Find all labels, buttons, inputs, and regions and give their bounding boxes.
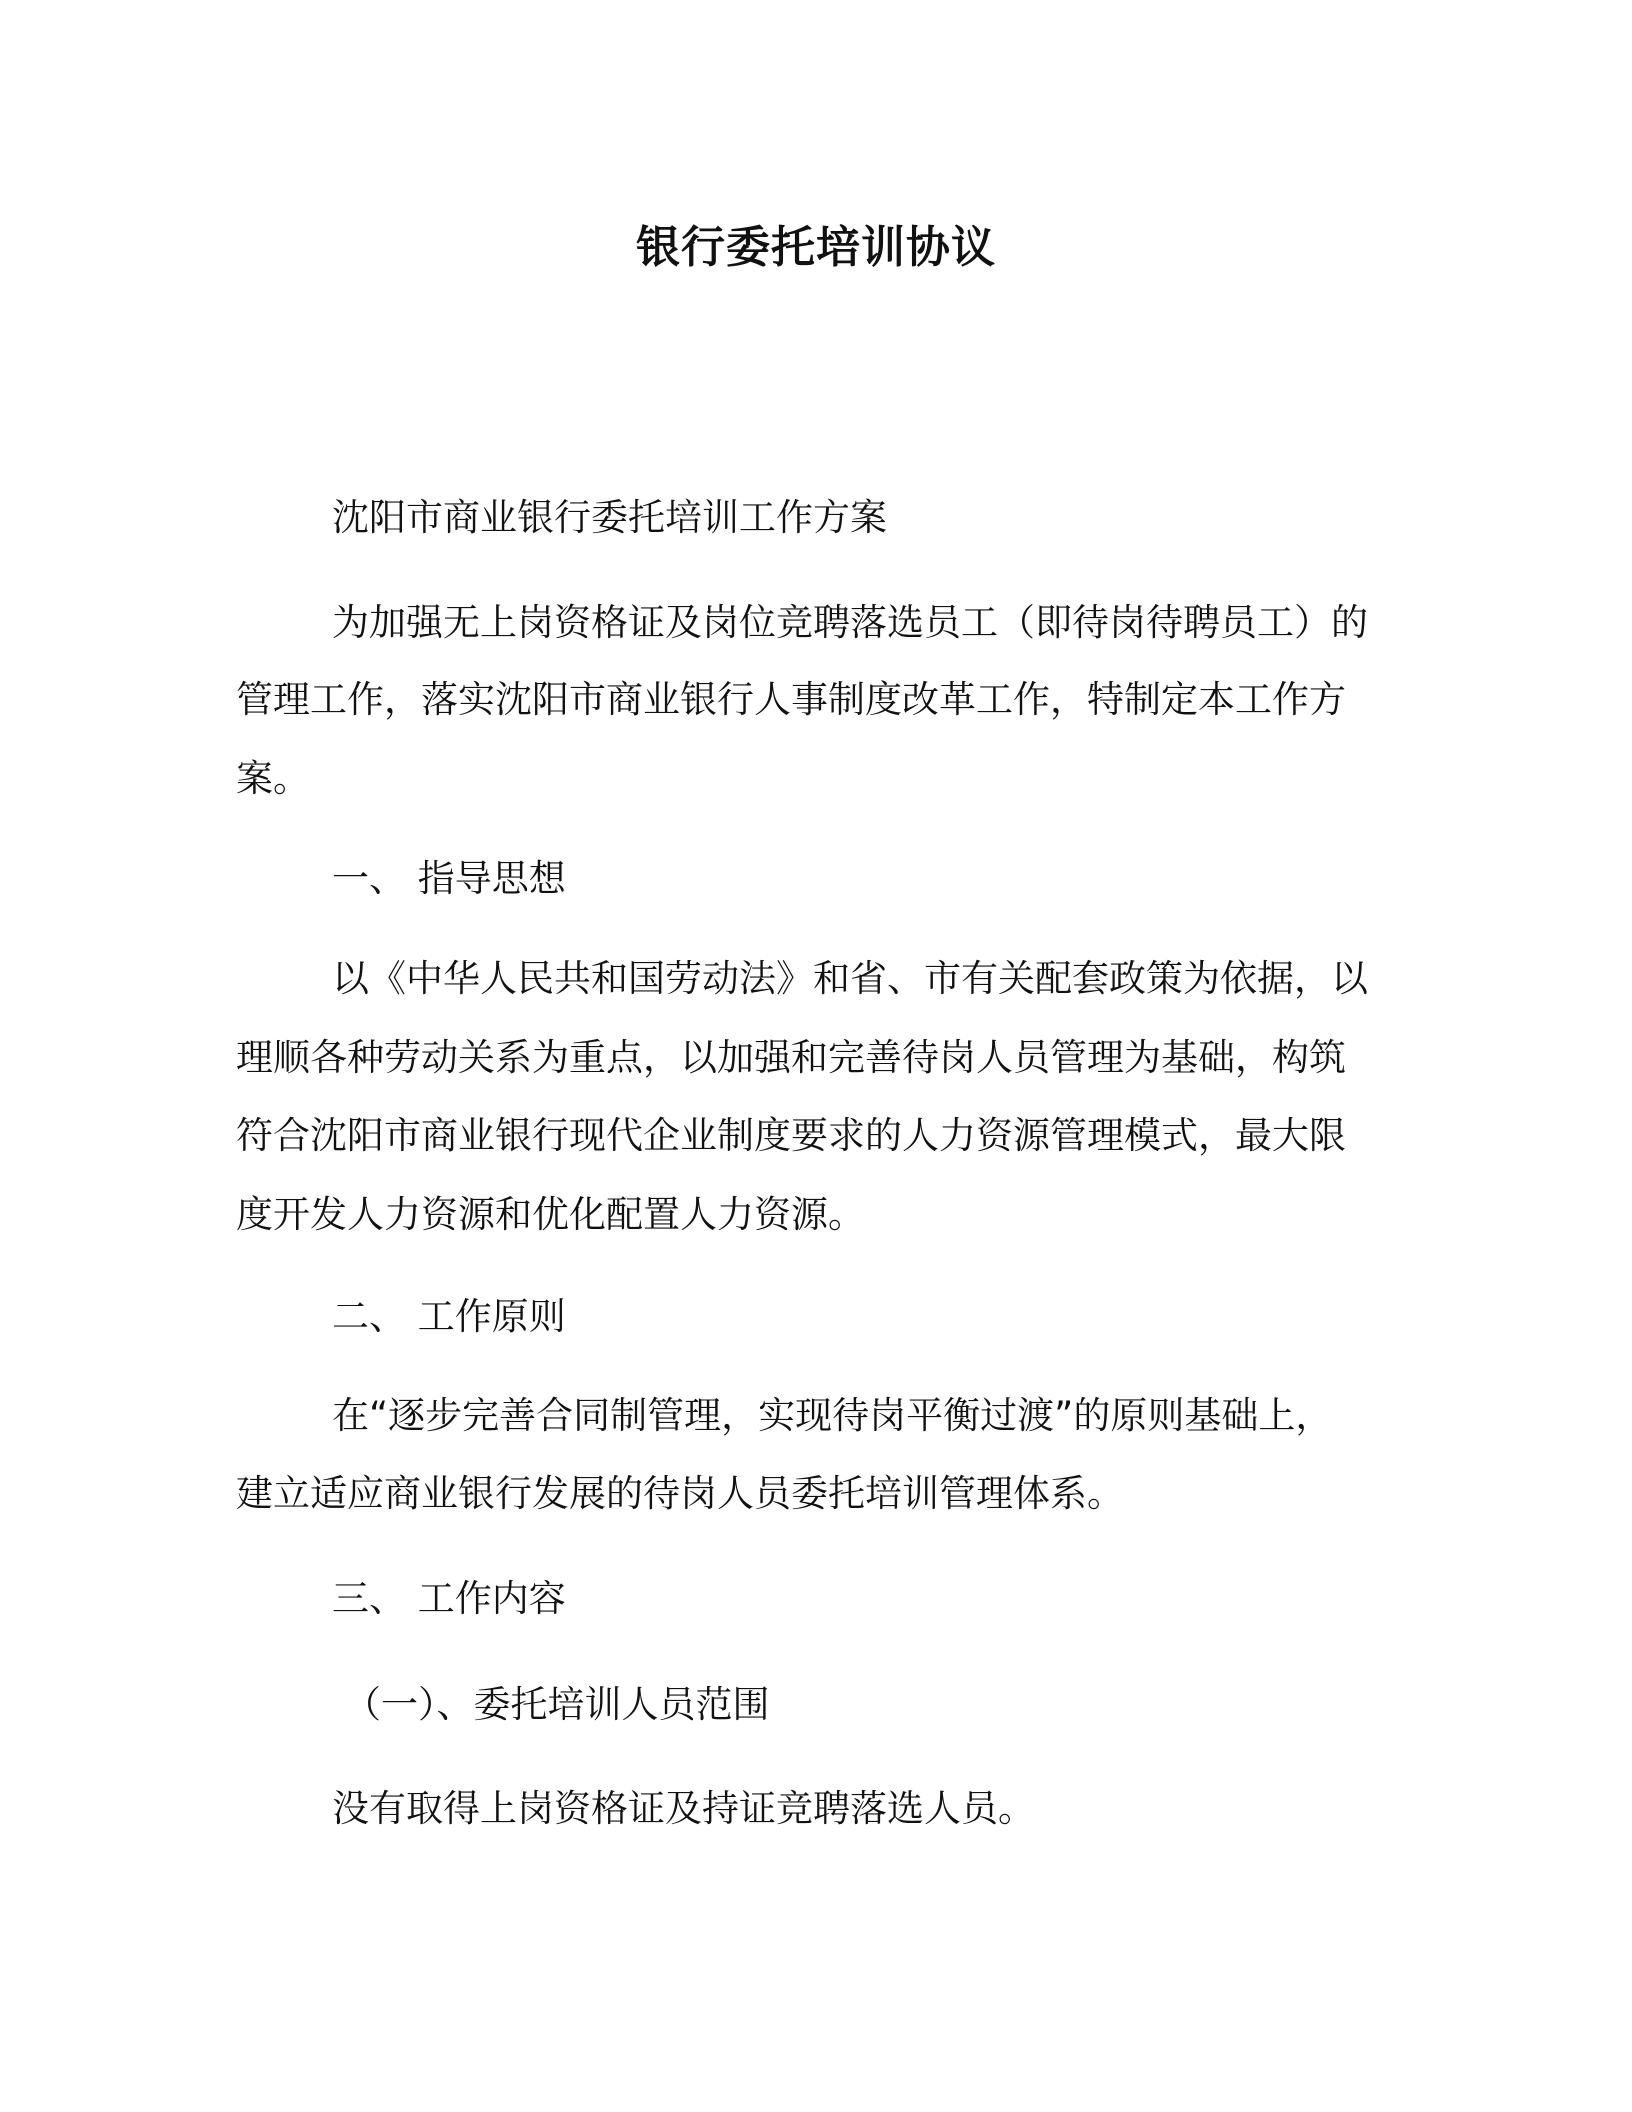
subsection-heading-1: （一）、委托培训人员范围 bbox=[344, 1683, 770, 1726]
paragraph-line: 为加强无上岗资格证及岗位竞聘落选员工（即待岗待聘员工）的 bbox=[332, 601, 1368, 644]
document-subtitle: 沈阳市商业银行委托培训工作方案 bbox=[332, 496, 887, 539]
paragraph-line: 符合沈阳市商业银行现代企业制度要求的人力资源管理模式，最大限 bbox=[236, 1114, 1346, 1157]
paragraph-line: 理顺各种劳动关系为重点，以加强和完善待岗人员管理为基础，构筑 bbox=[236, 1036, 1346, 1079]
paragraph-line: 案。 bbox=[236, 757, 310, 800]
section-heading-2: 二、 工作原则 bbox=[332, 1295, 566, 1338]
paragraph-line: 度开发人力资源和优化配置人力资源。 bbox=[236, 1193, 865, 1236]
paragraph-line: 没有取得上岗资格证及持证竞聘落选人员。 bbox=[332, 1787, 1035, 1830]
paragraph-line: 以《中华人民共和国劳动法》和省、市有关配套政策为依据，以 bbox=[332, 957, 1368, 1000]
paragraph-line: 管理工作，落实沈阳市商业银行人事制度改革工作，特制定本工作方 bbox=[236, 678, 1346, 721]
section-heading-1: 一、 指导思想 bbox=[332, 857, 566, 900]
document-title: 银行委托培训协议 bbox=[636, 222, 996, 273]
section-heading-3: 三、 工作内容 bbox=[332, 1577, 566, 1620]
paragraph-line: 在“逐步完善合同制管理，实现待岗平衡过渡”的原则基础上， bbox=[332, 1394, 1333, 1437]
paragraph-line: 建立适应商业银行发展的待岗人员委托培训管理体系。 bbox=[236, 1472, 1124, 1515]
